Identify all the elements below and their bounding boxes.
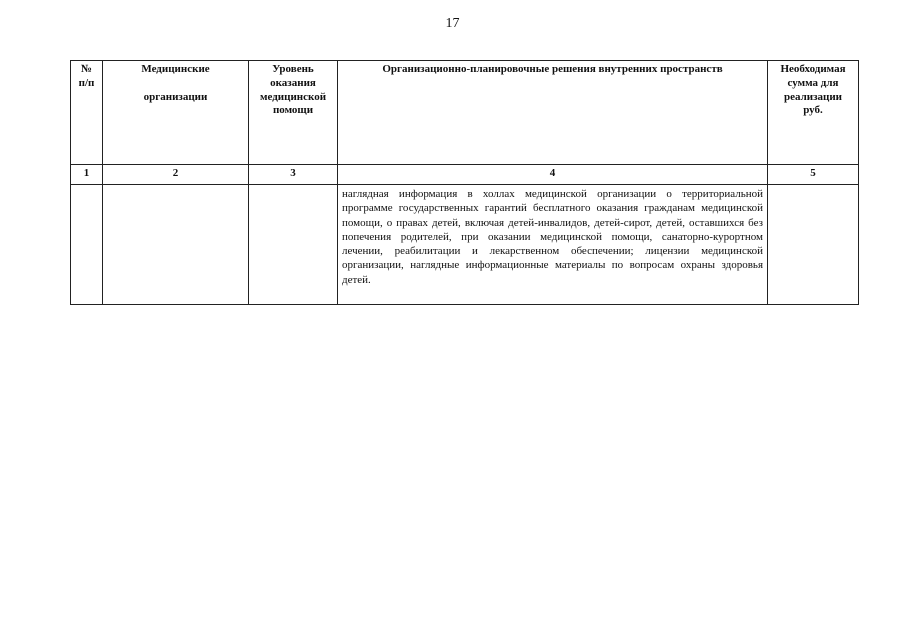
cell-solutions: наглядная информация в холлах медицинской организации о территориальной программе государственных гарантий бесплатного оказания гражданам медицинской помощи, о правах детей, включая детей-инвалидов, детей-сирот, детей, оставшихся без попечения родителей, при оказании медицинской помощи, санаторно-курортном лечении, реабилитации и лекарственном обеспечении; лицензии медицинской организации, наглядные информационные материалы по вопросам охраны здоровья детей. [338, 185, 768, 305]
cell-organization [103, 185, 249, 305]
header-organizations [103, 61, 249, 165]
column-number: 2 [103, 165, 249, 185]
header-number-line: п/п [78, 76, 95, 89]
header-care-level [249, 61, 338, 165]
table-row [71, 185, 859, 305]
header-required-sum-line: Необходимая [780, 63, 846, 75]
column-number: 3 [249, 165, 338, 185]
column-number-row [71, 165, 859, 185]
page-number: 17 [445, 16, 460, 31]
cell-number [71, 185, 103, 305]
header-number-line: № [80, 63, 93, 75]
column-number: 5 [768, 165, 859, 185]
column-number: 1 [71, 165, 103, 185]
header-required-sum [768, 61, 859, 165]
cell-required-sum [768, 185, 859, 305]
header-solutions: Организационно-планировочные решения внутренних пространств [338, 61, 768, 165]
header-care-level-line: помощи [272, 104, 314, 117]
table-header-row [71, 61, 859, 165]
header-care-level-line: Уровень [272, 63, 314, 75]
header-organizations-line: организации [143, 90, 208, 103]
column-number: 4 [338, 165, 768, 185]
header-required-sum-line: сумма для [787, 76, 839, 89]
header-required-sum-line: руб. [803, 104, 823, 117]
header-organizations-line: Медицинские [141, 63, 210, 75]
header-care-level-line: медицинской [259, 90, 327, 103]
header-care-level-line: оказания [270, 76, 316, 89]
header-number [71, 61, 103, 165]
header-required-sum-line: реализации [783, 90, 843, 103]
cell-care-level [249, 185, 338, 305]
document-table [70, 60, 859, 305]
